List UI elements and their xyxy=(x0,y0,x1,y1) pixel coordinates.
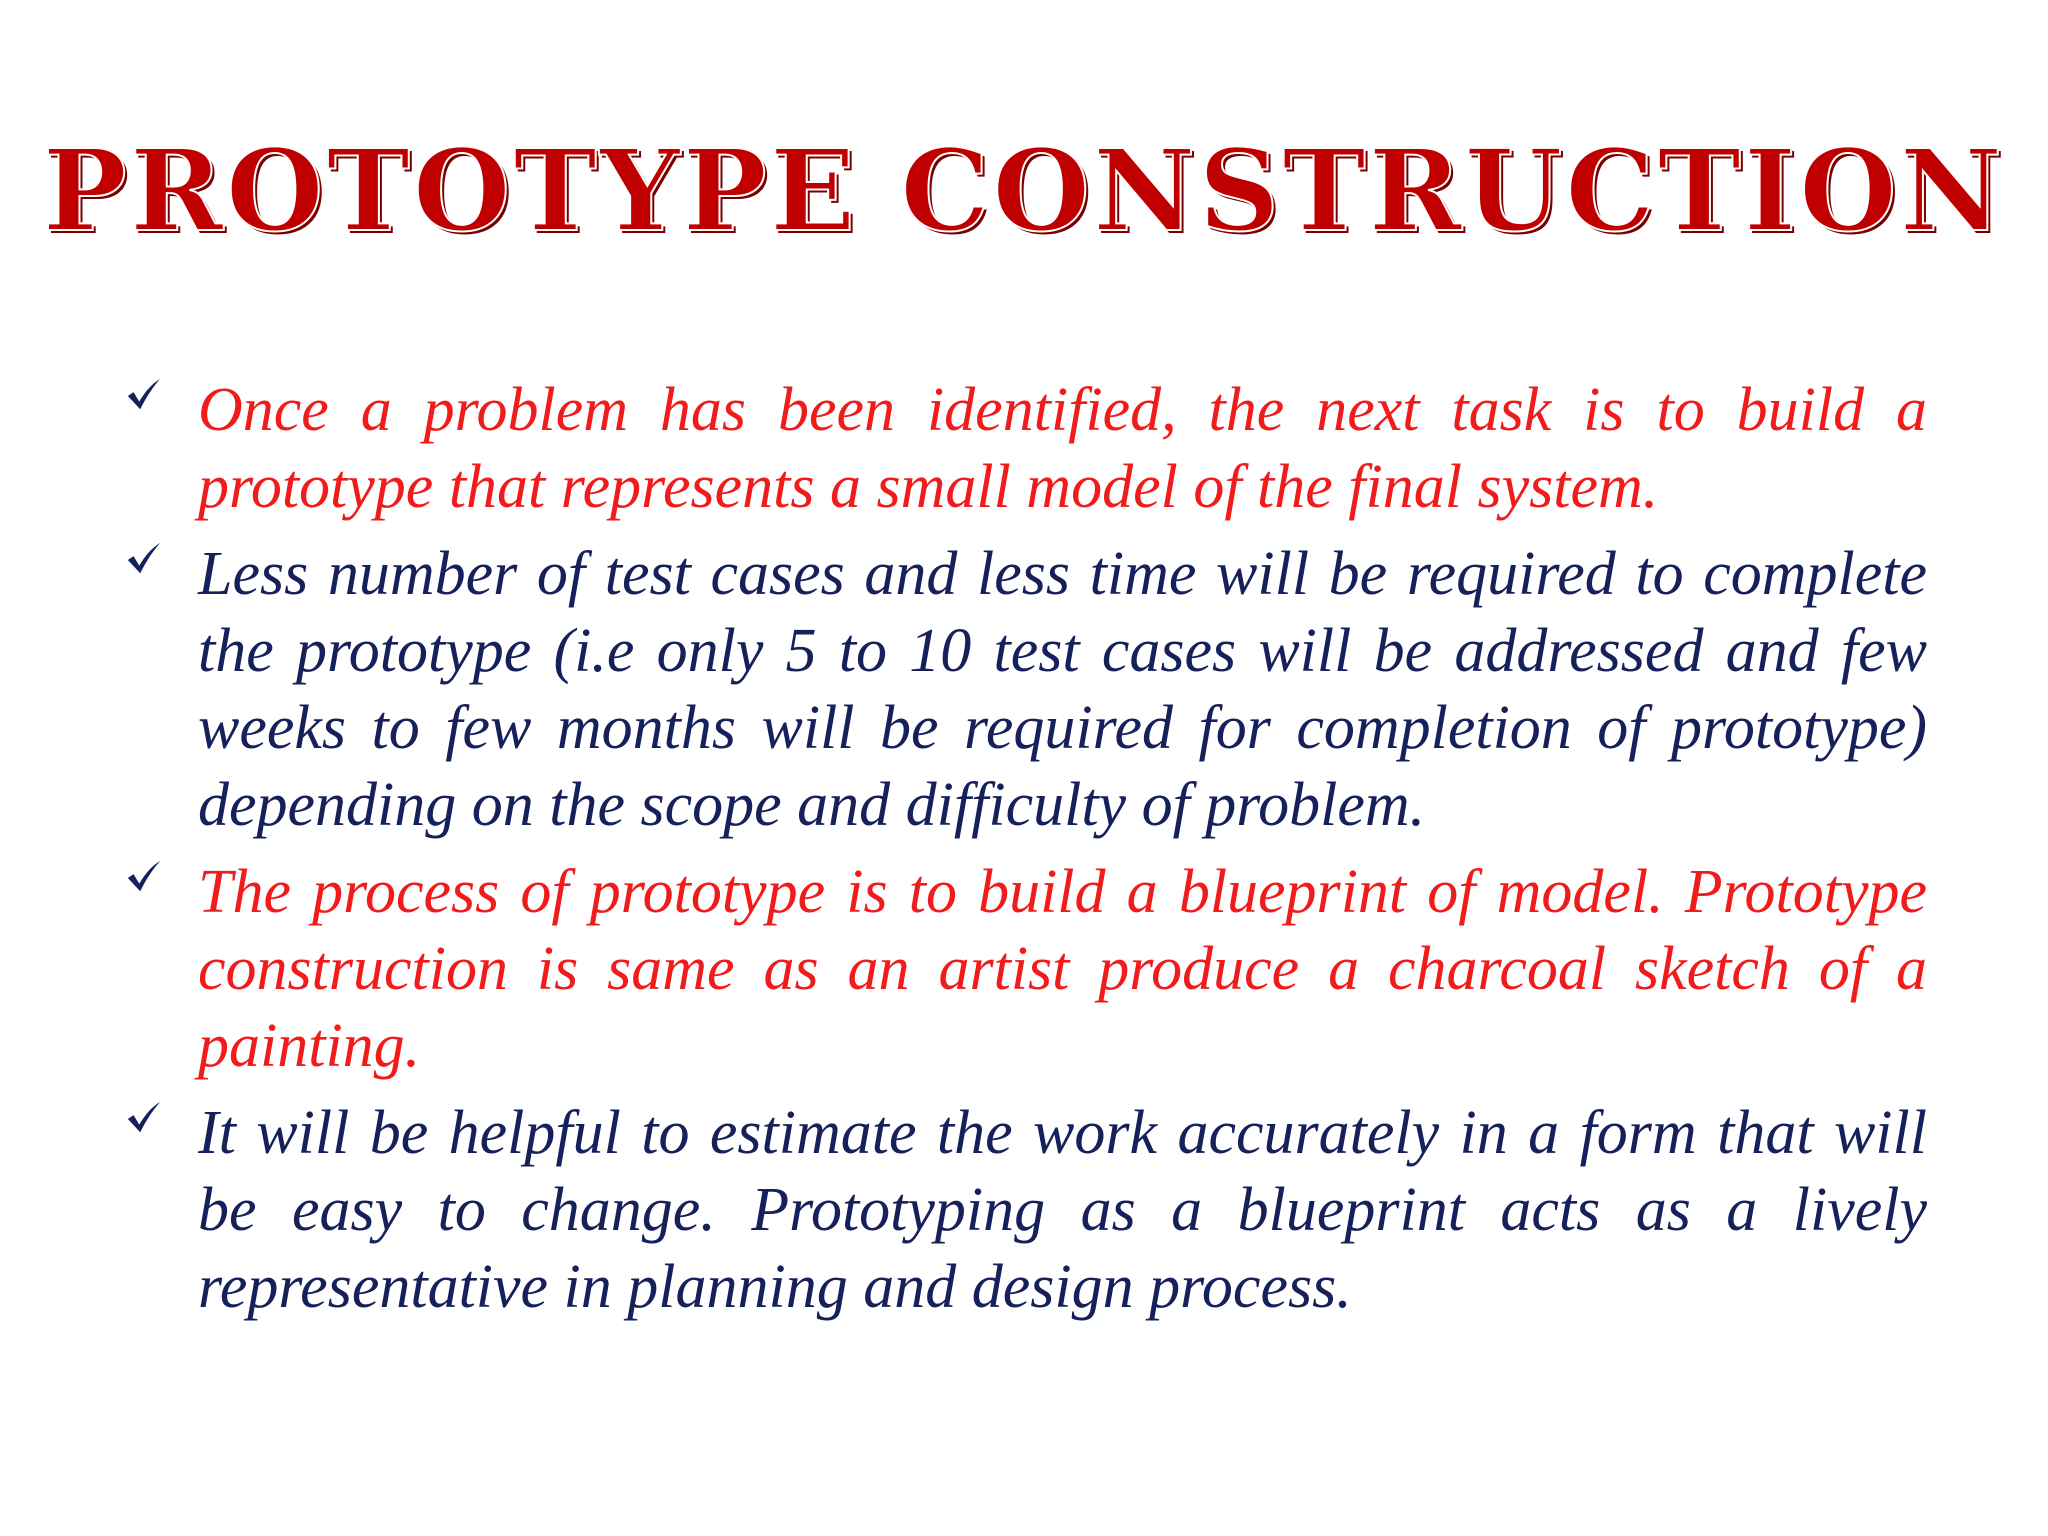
check-icon xyxy=(125,858,163,896)
check-icon xyxy=(125,376,163,414)
bullet-item xyxy=(125,372,1927,526)
check-icon xyxy=(125,1099,163,1137)
bullet-item xyxy=(125,854,1927,1085)
bullet-text: Less number of test cases and less time will be required to complete the prototype (i.e only 5 to 10 test cases will be addressed and few weeks to few months will be required for completion of prototype) depending on the scope and difficulty of problem. xyxy=(198,540,1927,839)
bullet-item xyxy=(125,1095,1927,1326)
bullet-item xyxy=(125,536,1927,844)
check-icon xyxy=(125,540,163,578)
bullet-text: The process of prototype is to build a blueprint of model. Prototype construction is same as an artist produce a charcoal sketch of a painting. xyxy=(198,858,1927,1080)
slide-title: PROTOTYPE CONSTRUCTION xyxy=(42,126,2006,257)
bullet-text: It will be helpful to estimate the work accurately in a form that will be easy to change. Prototyping as a blueprint acts as a lively representative in planning and design process. xyxy=(198,1099,1927,1321)
bullet-list xyxy=(125,372,1927,1336)
bullet-text: Once a problem has been identified, the next task is to build a prototype that represents a small model of the final system. xyxy=(198,376,1927,521)
